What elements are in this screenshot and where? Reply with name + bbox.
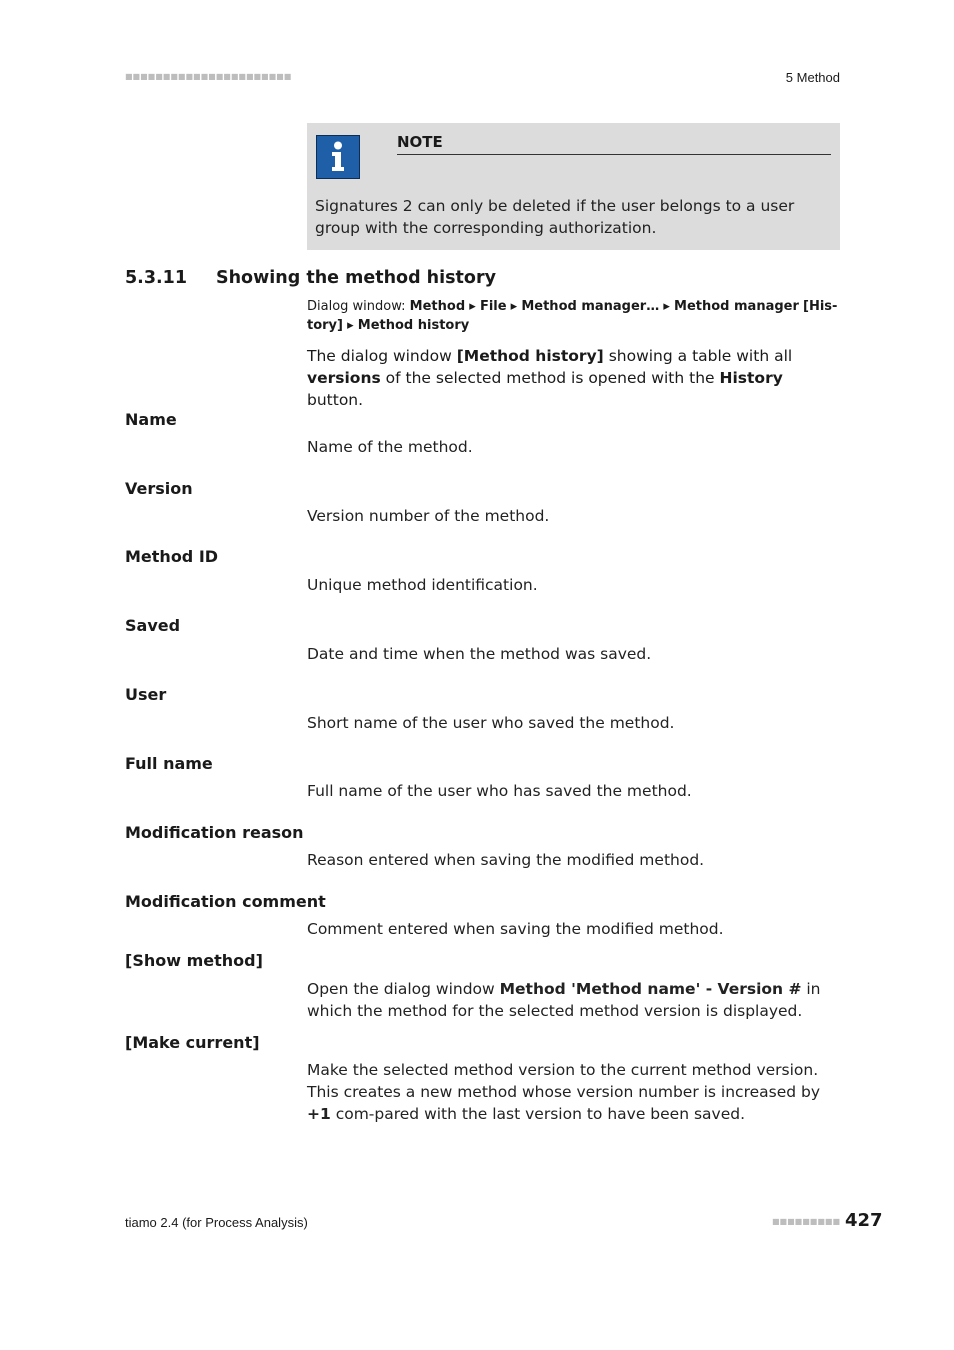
path-history-b: tory] — [307, 318, 343, 333]
term-version: Version — [125, 479, 193, 498]
term-name: Name — [125, 410, 177, 429]
desc-name: Name of the method. — [307, 438, 473, 456]
path-history-a: [His- — [803, 299, 838, 314]
term-full-name: Full name — [125, 754, 213, 773]
intro-text: of the selected method is opened with the — [380, 369, 720, 387]
footer-decoration: ■■■■■■■■■ — [772, 1217, 841, 1226]
section-number: 5.3.11 — [125, 268, 188, 288]
desc-make-current — [307, 1059, 842, 1125]
intro-bold-history: History — [719, 369, 783, 387]
term-make-current: [Make current] — [125, 1033, 260, 1052]
path-sep: ▸ — [506, 299, 522, 314]
path-method-manager-menu: Method manager… — [521, 299, 660, 314]
note-text: Signatures 2 can only be deleted if the user belongs to a user group with the corresponding authorization. — [315, 197, 795, 237]
path-sep: ▸ — [342, 318, 358, 333]
term-modification-comment: Modification comment — [125, 892, 326, 911]
intro-text: showing a table with all — [603, 347, 793, 365]
show-method-text: Open the dialog window — [307, 980, 500, 998]
page-number: 427 — [845, 1210, 883, 1231]
term-method-id: Method ID — [125, 547, 219, 566]
desc-method-id: Unique method identification. — [307, 576, 538, 594]
path-sep: ▸ — [659, 299, 675, 314]
show-method-bold: Method 'Method name' - Version # — [499, 980, 802, 998]
desc-full-name: Full name of the user who has saved the method. — [307, 782, 692, 800]
intro-bold-versions: versions — [307, 369, 381, 387]
term-user: User — [125, 685, 167, 704]
path-prefix: Dialog window: — [307, 299, 410, 314]
make-current-bold: +1 — [307, 1105, 331, 1123]
dialog-path — [307, 297, 842, 335]
desc-show-method — [307, 978, 842, 1022]
term-modification-reason: Modification reason — [125, 823, 304, 842]
footer-product: tiamo 2.4 (for Process Analysis) — [125, 1215, 308, 1230]
header-decoration: ■■■■■■■■■■■■■■■■■■■■■■ — [125, 72, 292, 81]
section-title: Showing the method history — [216, 268, 496, 288]
intro-paragraph — [307, 345, 842, 411]
path-method: Method — [409, 299, 466, 314]
path-sep: ▸ — [465, 299, 480, 314]
note-box — [307, 123, 840, 250]
info-icon — [316, 135, 360, 179]
desc-modification-reason: Reason entered when saving the modified method. — [307, 851, 705, 869]
desc-modification-comment: Comment entered when saving the modified method. — [307, 920, 724, 938]
note-title: NOTE — [397, 133, 831, 155]
path-method-manager: Method manager — [674, 299, 799, 314]
intro-bold-dialog: [Method history] — [456, 347, 604, 365]
show-method-text: in which the method for the selected method version is displayed. — [307, 980, 821, 1020]
make-current-text: com-pared with the last version to have been saved. — [330, 1105, 745, 1123]
path-file: File — [479, 299, 507, 314]
intro-text: button. — [307, 391, 364, 409]
desc-saved: Date and time when the method was saved. — [307, 645, 652, 663]
desc-user: Short name of the user who saved the method. — [307, 714, 675, 732]
make-current-text: Make the selected method version to the current method version. This creates a new method whose version number is increased by — [307, 1061, 821, 1101]
term-show-method: [Show method] — [125, 951, 263, 970]
term-saved: Saved — [125, 616, 181, 635]
intro-text: The dialog window — [307, 347, 457, 365]
path-method-history: Method history — [357, 318, 470, 333]
header-chapter: 5 Method — [785, 70, 840, 85]
desc-version: Version number of the method. — [307, 507, 550, 525]
